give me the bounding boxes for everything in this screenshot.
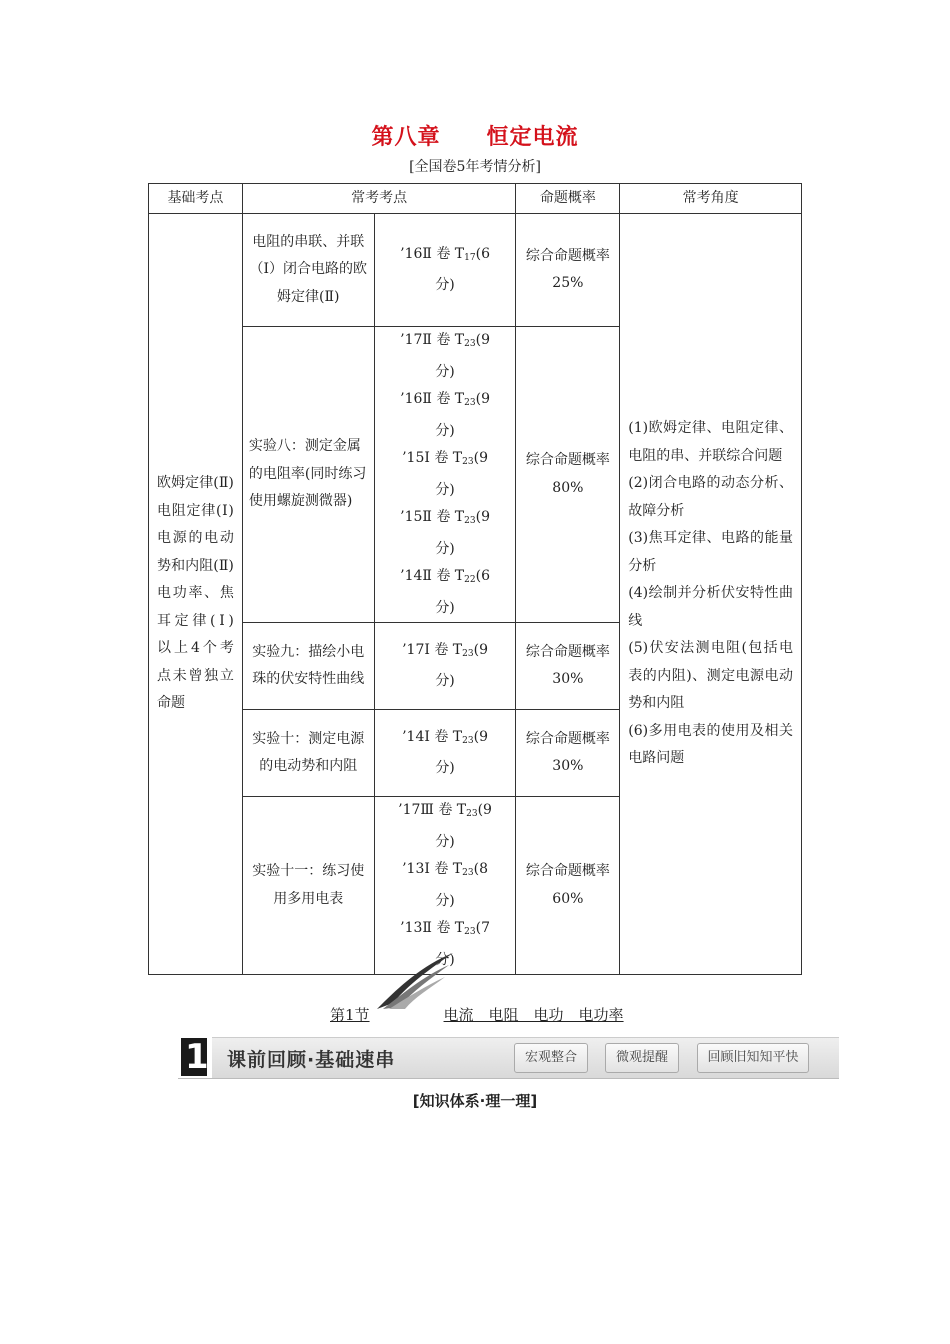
exam-cell: ’14Ⅰ 卷 $T_{23}(9$ 分) [374,710,516,797]
basic-points-cell: 欧姆定律(Ⅱ) 电阻定律(Ⅰ) 电源的电动势和内阻(Ⅱ) 电功率、焦耳定律(Ⅰ) 以上4个考点未曾独立命题 [149,214,243,975]
header-probability: 命题概率 [516,184,620,214]
probability-cell: 综合命题概率30% [516,710,620,797]
angle-item: (6)多用电表的使用及相关电路问题 [628,722,793,767]
banner-title: 课前回顾·基础速串 [227,1049,396,1071]
header-common: 常考考点 [242,184,516,214]
section-heading [330,1004,624,1025]
point-cell: 电阻的串联、并联（Ⅰ）闭合电路的欧姆定律(Ⅱ) [242,214,374,327]
chapter-title [0,120,950,151]
angle-item: (2)闭合电路的动态分析、故障分析 [628,475,793,519]
header-angle: 常考角度 [620,184,802,214]
probability-cell: 综合命题概率60% [516,797,620,975]
section-topics: 电流 电阻 电功 电功率 [443,1006,624,1024]
analysis-subtitle: [全国卷5年考情分析] [409,159,541,175]
table-row [149,214,802,327]
exam-analysis-table [148,183,802,975]
knowledge-system-title: [知识体系·理一理] [412,1092,538,1110]
point-cell: 实验十一：练习使用多用电表 [242,797,374,975]
macro-integration-button[interactable]: 宏观整合 [514,1043,588,1073]
angle-item: (4)绘制并分析伏安特性曲线 [628,585,793,629]
section-label: 第1节 [330,1006,370,1024]
point-cell: 实验八：测定金属的电阻率(同时练习使用螺旋测微器) [242,327,374,623]
point-cell: 实验十：测定电源的电动势和内阻 [242,710,374,797]
angle-item: (3)焦耳定律、电路的能量分析 [628,530,793,574]
probability-cell: 综合命题概率25% [516,214,620,327]
angles-cell [620,214,802,975]
exam-cell: ’16Ⅱ 卷 $T_{17}(6$ 分) [374,214,516,327]
probability-cell: 综合命题概率80% [516,327,620,623]
header-basic: 基础考点 [149,184,243,214]
exam-cell: ’17Ⅱ 卷 $T_{23}(9$ 分) ’16Ⅱ 卷 $T_{23}(9$ 分) ’15Ⅰ 卷 $T_{23}(9$ 分) ’15Ⅱ 卷 $T_{23}(9$ 分) ’14Ⅱ 卷 $T_{22}(6$ 分) [374,327,516,623]
angle-item: (1)欧姆定律、电阻定律、电阻的串、并联综合问题 [628,420,793,464]
exam-cell: ’17Ⅲ 卷 $T_{23}(9$ 分) ’13Ⅰ 卷 $T_{23}(8$ 分) ’13Ⅱ 卷 $T_{23}(7$ 分) [374,797,516,975]
table-header-row [149,184,802,214]
angle-item: (5)伏安法测电阻(包括电表的内阻)、测定电源电动势和内阻 [628,640,793,712]
chapter-name: 恒定电流 [486,125,579,150]
chapter-number: 第八章 [371,125,441,150]
probability-cell: 综合命题概率30% [516,623,620,710]
micro-reminder-button[interactable]: 微观提醒 [605,1043,679,1073]
swoosh-logo-icon [375,951,455,1011]
review-button[interactable]: 回顾旧知知平快 [697,1043,809,1073]
exam-cell: ’17Ⅰ 卷 $T_{23}(9$ 分) [374,623,516,710]
banner-number-badge: 1 [178,1036,212,1078]
point-cell: 实验九：描绘小电珠的伏安特性曲线 [242,623,374,710]
